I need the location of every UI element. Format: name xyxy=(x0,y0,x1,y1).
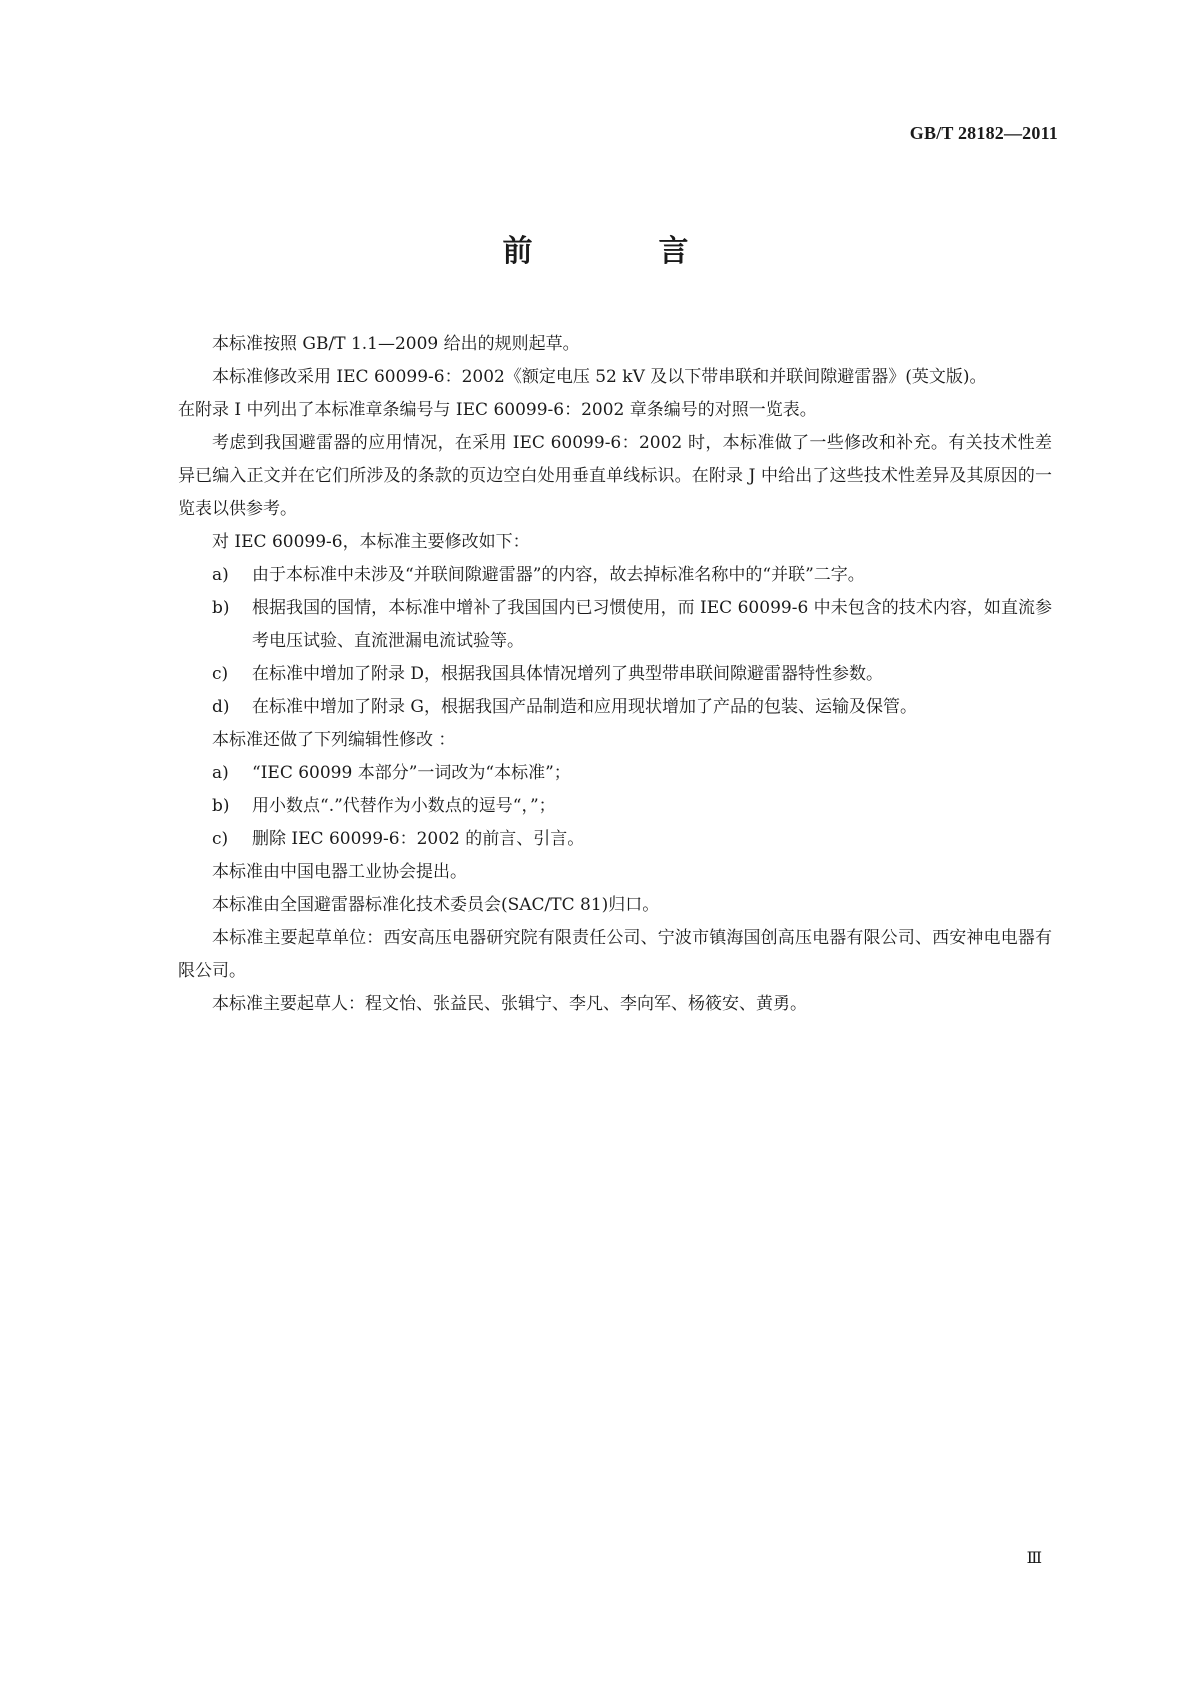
paragraph-drafting-organizations: 本标准主要起草单位：西安高压电器研究院有限责任公司、宁波市镇海国创高压电器有限公司、西安神电电器有限公司。 xyxy=(178,928,1052,981)
paragraph-adoption: 本标准修改采用 IEC 60099-6：2002《额定电压 52 kV 及以下带串联和并联间隙避雷器》(英文版)。 xyxy=(212,367,987,387)
paragraph-technical-committee: 本标准由全国避雷器标准化技术委员会(SAC/TC 81)归口。 xyxy=(212,895,660,915)
list-item xyxy=(178,592,1052,658)
paragraph-main-modifications-intro: 对 IEC 60099-6，本标准主要修改如下： xyxy=(212,532,530,552)
list-item-marker: b) xyxy=(212,796,230,816)
list-item-text: 在标准中增加了附录 G，根据我国产品制造和应用现状增加了产品的包装、运输及保管。 xyxy=(252,697,917,717)
paragraph-drafting-rules: 本标准按照 GB/T 1.1—2009 给出的规则起草。 xyxy=(212,334,580,354)
list-item-text: 在标准中增加了附录 D，根据我国具体情况增列了典型带串联间隙避雷器特性参数。 xyxy=(252,664,884,684)
list-item-marker: c) xyxy=(212,829,229,849)
foreword-body xyxy=(178,328,1052,1021)
list-item xyxy=(178,790,1052,823)
paragraph-editorial-modifications-intro: 本标准还做了下列编辑性修改 ： xyxy=(212,730,456,750)
list-item xyxy=(178,559,1052,592)
paragraph-proposer: 本标准由中国电器工业协会提出。 xyxy=(212,862,467,882)
page-title: 前 言 xyxy=(502,234,737,269)
page-number: Ⅲ xyxy=(1026,1550,1042,1567)
paragraph-annex-i: 在附录 I 中列出了本标准章条编号与 IEC 60099-6：2002 章条编号的对照一览表。 xyxy=(178,400,817,420)
list-item-marker: c) xyxy=(212,664,229,684)
standard-code-header: GB/T 28182—2011 xyxy=(909,123,1058,143)
list-item xyxy=(178,757,1052,790)
list-item-text: “IEC 60099 本部分”一词改为“本标准”； xyxy=(252,763,571,783)
list-item xyxy=(178,658,1052,691)
list-item-text: 用小数点“.”代替作为小数点的逗号“，”； xyxy=(252,796,556,816)
list-item-marker: a) xyxy=(212,763,229,783)
list-item-text: 由于本标准中未涉及“并联间隙避雷器”的内容，故去掉标准名称中的“并联”二字。 xyxy=(252,565,865,585)
list-item-text: 根据我国的国情，本标准中增补了我国国内已习惯使用，而 IEC 60099-6 中未包含的技术内容，如直流参考电压试验、直流泄漏电流试验等。 xyxy=(252,598,1052,651)
paragraph-drafters: 本标准主要起草人：程文怡、张益民、张辑宁、李凡、李向军、杨筱安、黄勇。 xyxy=(212,994,807,1014)
list-item xyxy=(178,691,1052,724)
list-item-marker: a) xyxy=(212,565,229,585)
list-item-marker: b) xyxy=(212,598,230,618)
list-item-text: 删除 IEC 60099-6：2002 的前言、引言。 xyxy=(252,829,585,849)
list-item-marker: d) xyxy=(212,697,230,717)
paragraph-technical-differences: 考虑到我国避雷器的应用情况，在采用 IEC 60099-6：2002 时，本标准做了一些修改和补充。有关技术性差异已编入正文并在它们所涉及的条款的页边空白处用垂直单线标识。在附录 J 中给出了这些技术性差异及其原因的一览表以供参考。 xyxy=(178,433,1052,519)
list-item xyxy=(178,823,1052,856)
